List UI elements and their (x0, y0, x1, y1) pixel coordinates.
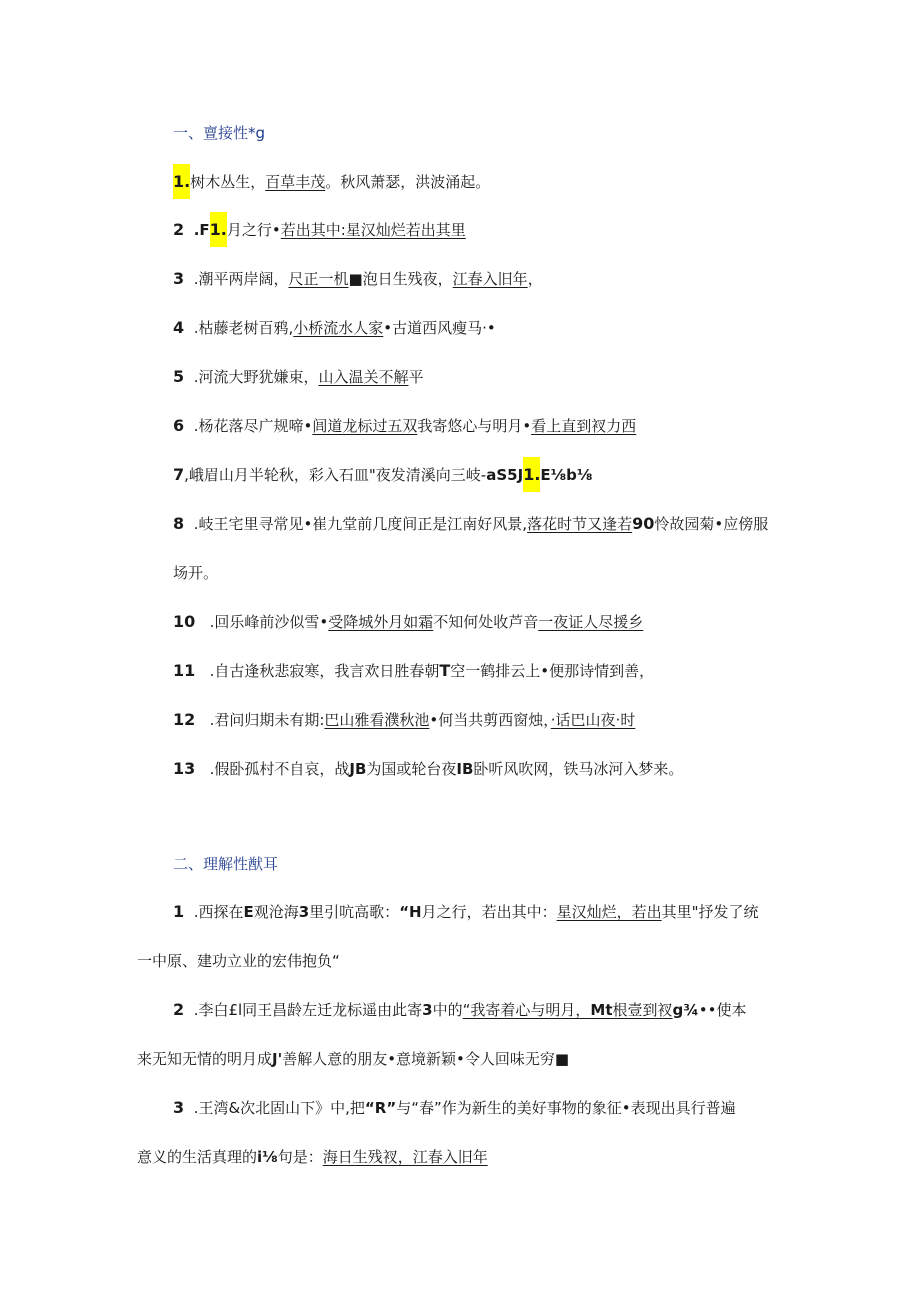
list-item: 8 .岐王宅里寻常见•崔九堂前几度间正是江南好风景,落花时节又逢若90怜故园菊•应傍服 (173, 514, 769, 533)
section-heading-1: 一、亶接性*g (173, 124, 266, 142)
list-item: 2 .李白£l同王昌龄左迁龙标遥由此寄3中的“我寄着心与明月，Mt根壹到衩g¾••使本 (173, 1000, 747, 1019)
list-item: 2 .F1.月之行•若出其中:星汉灿烂若出其里 (173, 219, 466, 241)
highlight-mark: 1. (210, 212, 227, 247)
list-item: 3 .王湾&次北固山下》中,把“R”与“春”作为新生的美好事物的象征•表现出具行普遍 (173, 1098, 736, 1117)
highlight-mark: 1. (523, 457, 540, 492)
list-item-continuation: 意义的生活真理的i⅛句是：海日生残衩，江春入旧年 (137, 1148, 488, 1166)
list-item-continuation: 场开。 (173, 564, 219, 582)
highlight-mark: 1. (173, 164, 190, 199)
list-item-continuation: 来无知无情的明月成J'善解人意的朋友•意境新颖•令人回味无穷■ (137, 1050, 570, 1068)
list-item: 5 .河流大野犹嫌束，山入温关不解平 (173, 367, 424, 386)
list-item: 4 .枯藤老树百鸦,小桥流水人家•古道西风瘦马·• (173, 318, 496, 337)
list-item-continuation: 一中原、建功立业的宏伟抱负“ (137, 952, 340, 970)
list-item: 11 .自古逢秋悲寂寒，我言欢日胜春朝T空一鹤排云上•便那诗情到善， (173, 661, 655, 680)
list-item: 10 .回乐峰前沙似雪•受降城外月如霜不知何处收芦音一夜证人尽援乡 (173, 612, 644, 631)
list-item: 12 .君问归期未有期:巴山雅看濮秋池•何当共剪西窗烛，·话巴山夜·时 (173, 710, 636, 729)
list-item: 6 .杨花落尽广规啼•闾道龙标过五双我寄悠心与明月•看上直到衩力西 (173, 416, 637, 435)
list-item: 1 .西探在E观沧海3里引吭高歌：“H月之行，若出其中：星汉灿烂，若出其里"抒发了统 (173, 902, 759, 921)
list-item: 7,峨眉山月半轮秋，彩入石皿"夜发清溪向三岐-aS5J1.E⅛b⅛ (173, 464, 592, 486)
list-item: 1.树木丛生，百草丰茂。秋风萧瑟，洪波涌起。 (173, 171, 490, 193)
list-item: 13 .假卧孤村不自哀，战JB为国或轮台夜IB卧听风吹网，铁马冰河入梦来。 (173, 759, 684, 778)
list-item: 3 .潮平两岸阔，尺正一机■泡日生残夜，江春入旧年， (173, 269, 543, 288)
section-heading-2: 二、理解性猷耳 (173, 855, 279, 873)
